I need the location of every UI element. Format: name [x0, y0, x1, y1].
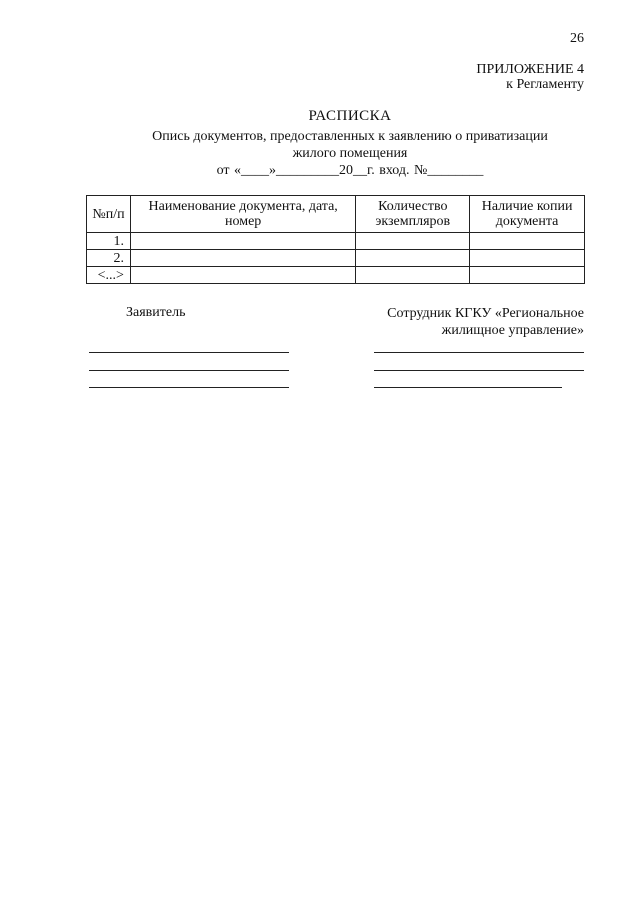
subtitle-line-2: жилого помещения	[292, 146, 408, 161]
employee-label-line-2: жилищное управление»	[441, 323, 584, 338]
table-row	[87, 267, 585, 284]
document-subtitle	[0, 128, 640, 162]
table-row	[87, 233, 585, 250]
document-title: РАСПИСКА	[308, 108, 392, 124]
row-document-name	[130, 250, 355, 267]
row-copy-available	[470, 233, 585, 250]
table-row	[87, 250, 585, 267]
row-copies-count	[356, 267, 470, 284]
header-number: №п/п	[87, 196, 131, 233]
employee-label-line-1: Сотрудник КГКУ «Региональное	[387, 306, 584, 321]
row-number: 1.	[87, 233, 131, 250]
applicant-label: Заявитель	[126, 305, 186, 320]
header-document-name: Наименование документа, дата, номер	[130, 196, 355, 233]
documents-table	[86, 195, 585, 284]
applicant-signature-line	[89, 370, 289, 371]
row-copy-available	[470, 250, 585, 267]
date-registration-line: от «____»_________20__г. вход. №________	[216, 163, 484, 178]
row-copy-available	[470, 267, 585, 284]
header-copy-available: Наличие копии документа	[470, 196, 585, 233]
employee-label	[387, 305, 584, 339]
row-copies-count	[356, 233, 470, 250]
row-number: <...>	[87, 267, 131, 284]
appendix-header	[476, 62, 584, 92]
employee-signature-line	[374, 352, 584, 353]
applicant-signature-line	[89, 352, 289, 353]
employee-signature-line	[374, 387, 562, 388]
row-document-name	[130, 267, 355, 284]
appendix-reference: к Регламенту	[506, 77, 584, 92]
header-copies-count: Количество экземпляров	[356, 196, 470, 233]
table-header-row	[87, 196, 585, 233]
row-document-name	[130, 233, 355, 250]
employee-signature-line	[374, 370, 584, 371]
applicant-signature-line	[89, 387, 289, 388]
row-number: 2.	[87, 250, 131, 267]
row-copies-count	[356, 250, 470, 267]
subtitle-line-1: Опись документов, предоставленных к заявлению о приватизации	[152, 129, 548, 144]
appendix-label: ПРИЛОЖЕНИЕ 4	[476, 62, 584, 77]
page-number: 26	[570, 31, 584, 46]
